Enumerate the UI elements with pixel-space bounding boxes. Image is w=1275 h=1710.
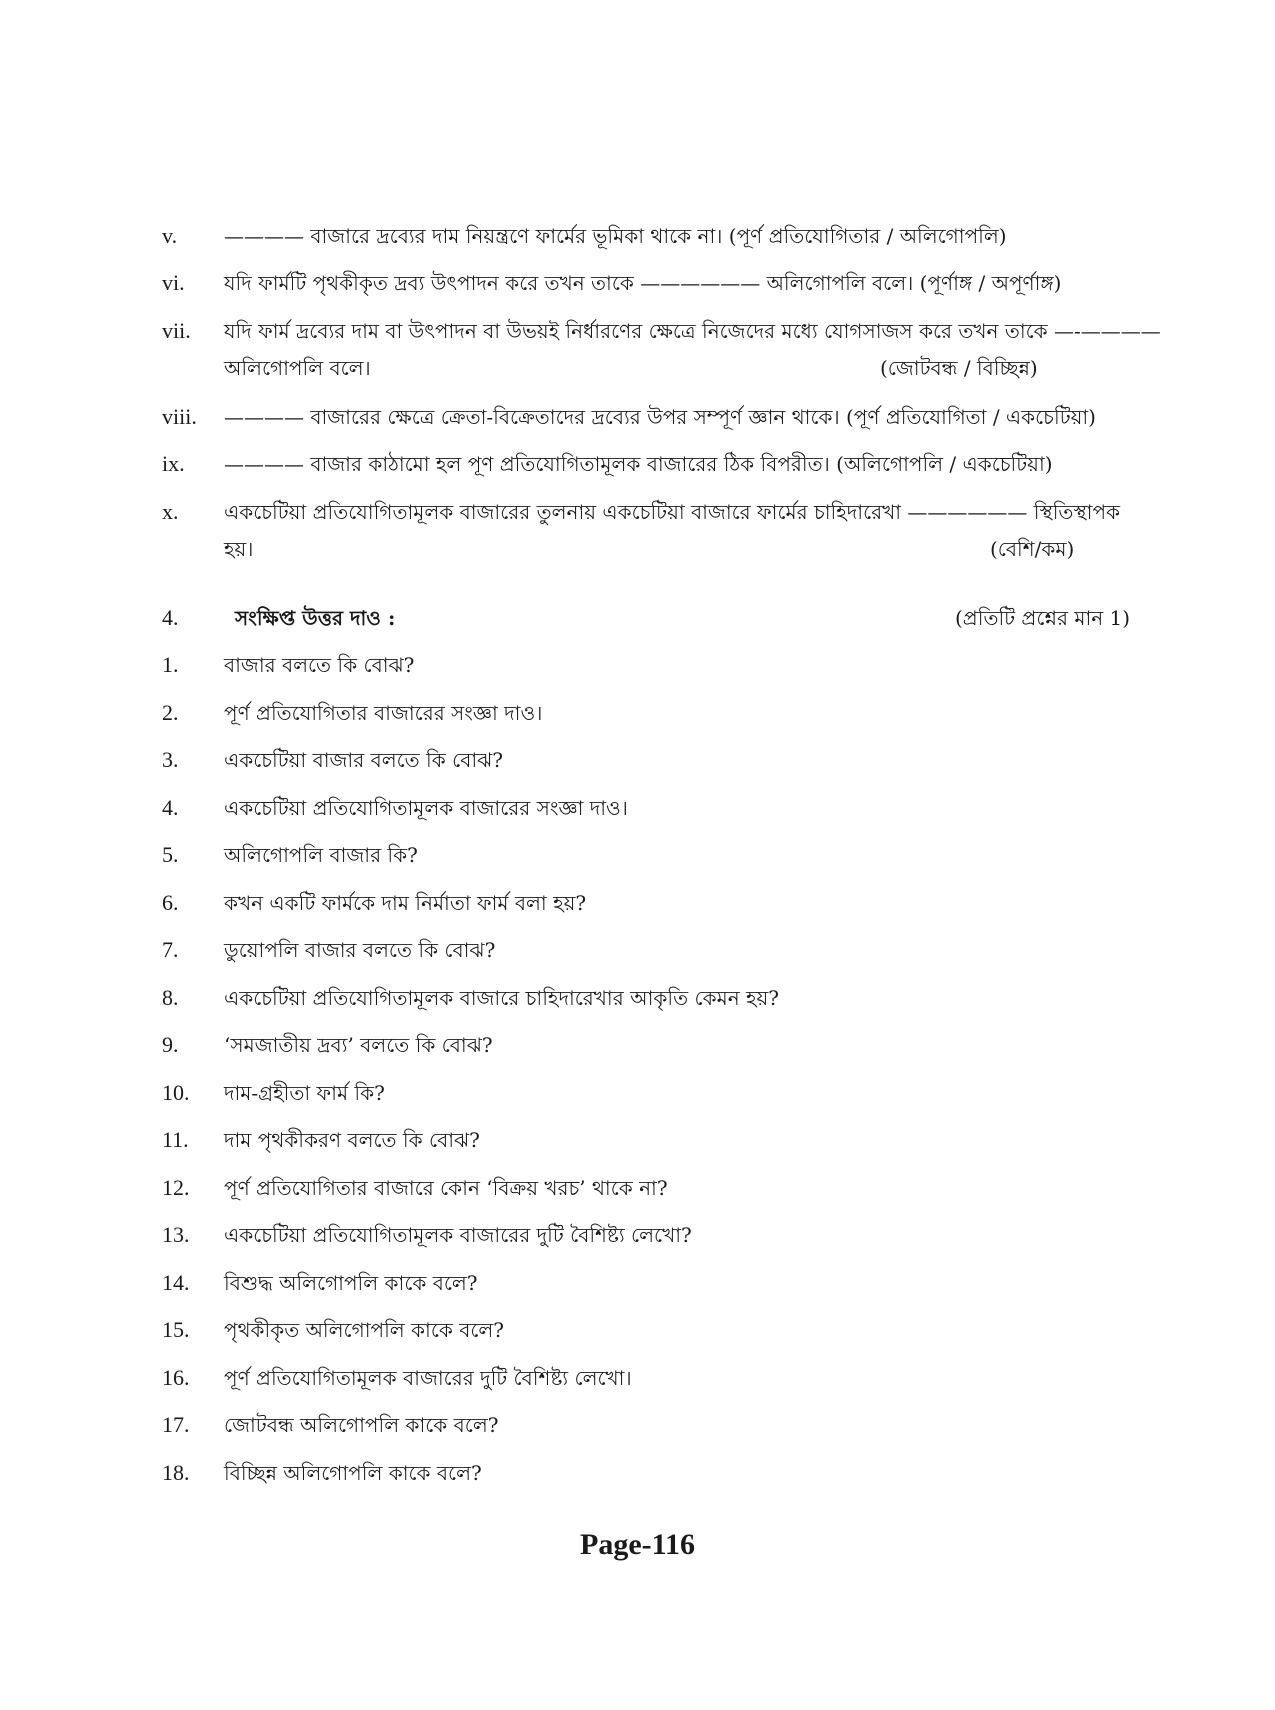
page-number-footer: Page-116 xyxy=(580,1528,695,1561)
question-number: 14. xyxy=(162,1270,190,1295)
item-number: v. xyxy=(162,223,178,248)
question-text: কখন একটি ফার্মকে দাম নির্মাতা ফার্ম বলা হয়? xyxy=(224,891,587,915)
question-number: 6. xyxy=(162,890,179,915)
question-number: 5. xyxy=(162,842,179,867)
item-number: viii. xyxy=(162,404,197,429)
question-text: দাম পৃথকীকরণ বলতে কি বোঝ? xyxy=(224,1128,480,1152)
question-text: ‘সমজাতীয় দ্রব্য’ বলতে কি বোঝ? xyxy=(224,1033,493,1057)
question-number: 8. xyxy=(162,985,179,1010)
item-text: যদি ফার্ম দ্রব্যের দাম বা উৎপাদন বা উভয়ই নির্ধারণের ক্ষেত্রে নিজেদের মধ্যে যোগসাজস করে তখন তাকে —-———— xyxy=(224,319,1161,343)
item-text: ———— বাজারে দ্রব্যের দাম নিয়ন্ত্রণে ফার্মের ভূমিকা থাকে না। (পূর্ণ প্রতিযোগিতার / অলিগোপলি) xyxy=(224,224,1007,248)
question-number: 7. xyxy=(162,937,179,962)
question-text: বিশুদ্ধ অলিগোপলি কাকে বলে? xyxy=(224,1271,478,1295)
item-options: (জোটবন্ধ / বিচ্ছিন্ন) xyxy=(880,356,1038,380)
question-text: অলিগোপলি বাজার কি? xyxy=(224,843,418,867)
item-number: vii. xyxy=(162,318,191,343)
item-options: (বেশি/কম) xyxy=(990,537,1075,561)
section-marks: (প্রতিটি প্রশ্নের মান 1) xyxy=(955,606,1131,630)
question-text: পূর্ণ প্রতিযোগিতার বাজারে কোন ‘বিক্রয় খরচ’ থাকে না? xyxy=(224,1176,668,1200)
question-text: একচেটিয়া প্রতিযোগিতামূলক বাজারের সংজ্ঞা দাও। xyxy=(224,796,628,820)
item-number: vi. xyxy=(162,270,185,295)
question-text: পূর্ণ প্রতিযোগিতার বাজারের সংজ্ঞা দাও। xyxy=(224,701,543,725)
section-title: সংক্ষিপ্ত উত্তর দাও : xyxy=(235,606,396,630)
question-number: 16. xyxy=(162,1365,190,1390)
question-number: 17. xyxy=(162,1412,190,1437)
question-text: বাজার বলতে কি বোঝ? xyxy=(224,653,415,677)
question-number: 12. xyxy=(162,1175,190,1200)
question-text: পৃথকীকৃত অলিগোপলি কাকে বলে? xyxy=(224,1318,505,1342)
item-text-continued: অলিগোপলি বলে। xyxy=(224,356,371,380)
question-number: 10. xyxy=(162,1080,190,1105)
item-text: যদি ফার্মটি পৃথকীকৃত দ্রব্য উৎপাদন করে তখন তাকে —————— অলিগোপলি বলে। (পূর্ণাঙ্গ / অপূর্ণাঙ্গ) xyxy=(224,271,1062,295)
question-number: 18. xyxy=(162,1460,190,1485)
question-text: ডুয়োপলি বাজার বলতে কি বোঝ? xyxy=(224,938,496,962)
question-number: 3. xyxy=(162,747,179,772)
section-number: 4. xyxy=(162,605,179,630)
question-number: 13. xyxy=(162,1222,190,1247)
question-text: একচেটিয়া বাজার বলতে কি বোঝ? xyxy=(224,748,503,772)
question-number: 4. xyxy=(162,795,179,820)
question-text: পূর্ণ প্রতিযোগিতামূলক বাজারের দুটি বৈশিষ্ট্য লেখো। xyxy=(224,1366,632,1390)
question-text: বিচ্ছিন্ন অলিগোপলি কাকে বলে? xyxy=(224,1461,482,1485)
item-text: ———— বাজারের ক্ষেত্রে ক্রেতা-বিক্রেতাদের দ্রব্যের উপর সম্পূর্ণ জ্ঞান থাকে। (পূর্ণ প্রতিযোগিতা / একচেটিয়া) xyxy=(224,405,1096,429)
question-number: 9. xyxy=(162,1032,179,1057)
question-number: 15. xyxy=(162,1317,190,1342)
item-text-continued: হয়। xyxy=(224,537,254,561)
question-text: জোটবন্ধ অলিগোপলি কাকে বলে? xyxy=(224,1413,499,1437)
item-number: ix. xyxy=(162,451,185,476)
question-number: 11. xyxy=(162,1127,189,1152)
item-number: x. xyxy=(162,499,179,524)
question-number: 1. xyxy=(162,652,179,677)
question-text: একচেটিয়া প্রতিযোগিতামূলক বাজারের দুটি বৈশিষ্ট্য লেখো? xyxy=(224,1223,692,1247)
question-text: দাম-গ্রহীতা ফার্ম কি? xyxy=(224,1081,385,1105)
question-number: 2. xyxy=(162,700,179,725)
item-text: একচেটিয়া প্রতিযোগিতামূলক বাজারের তুলনায় একচেটিয়া বাজারে ফার্মের চাহিদারেখা —————— স্থিতিস্থাপক xyxy=(224,500,1121,524)
item-text: ———— বাজার কাঠামো হল পূণ প্রতিযোগিতামূলক বাজারের ঠিক বিপরীত। (অলিগোপলি / একচেটিয়া) xyxy=(224,452,1053,476)
question-text: একচেটিয়া প্রতিযোগিতামূলক বাজারে চাহিদারেখার আকৃতি কেমন হয়? xyxy=(224,986,780,1010)
